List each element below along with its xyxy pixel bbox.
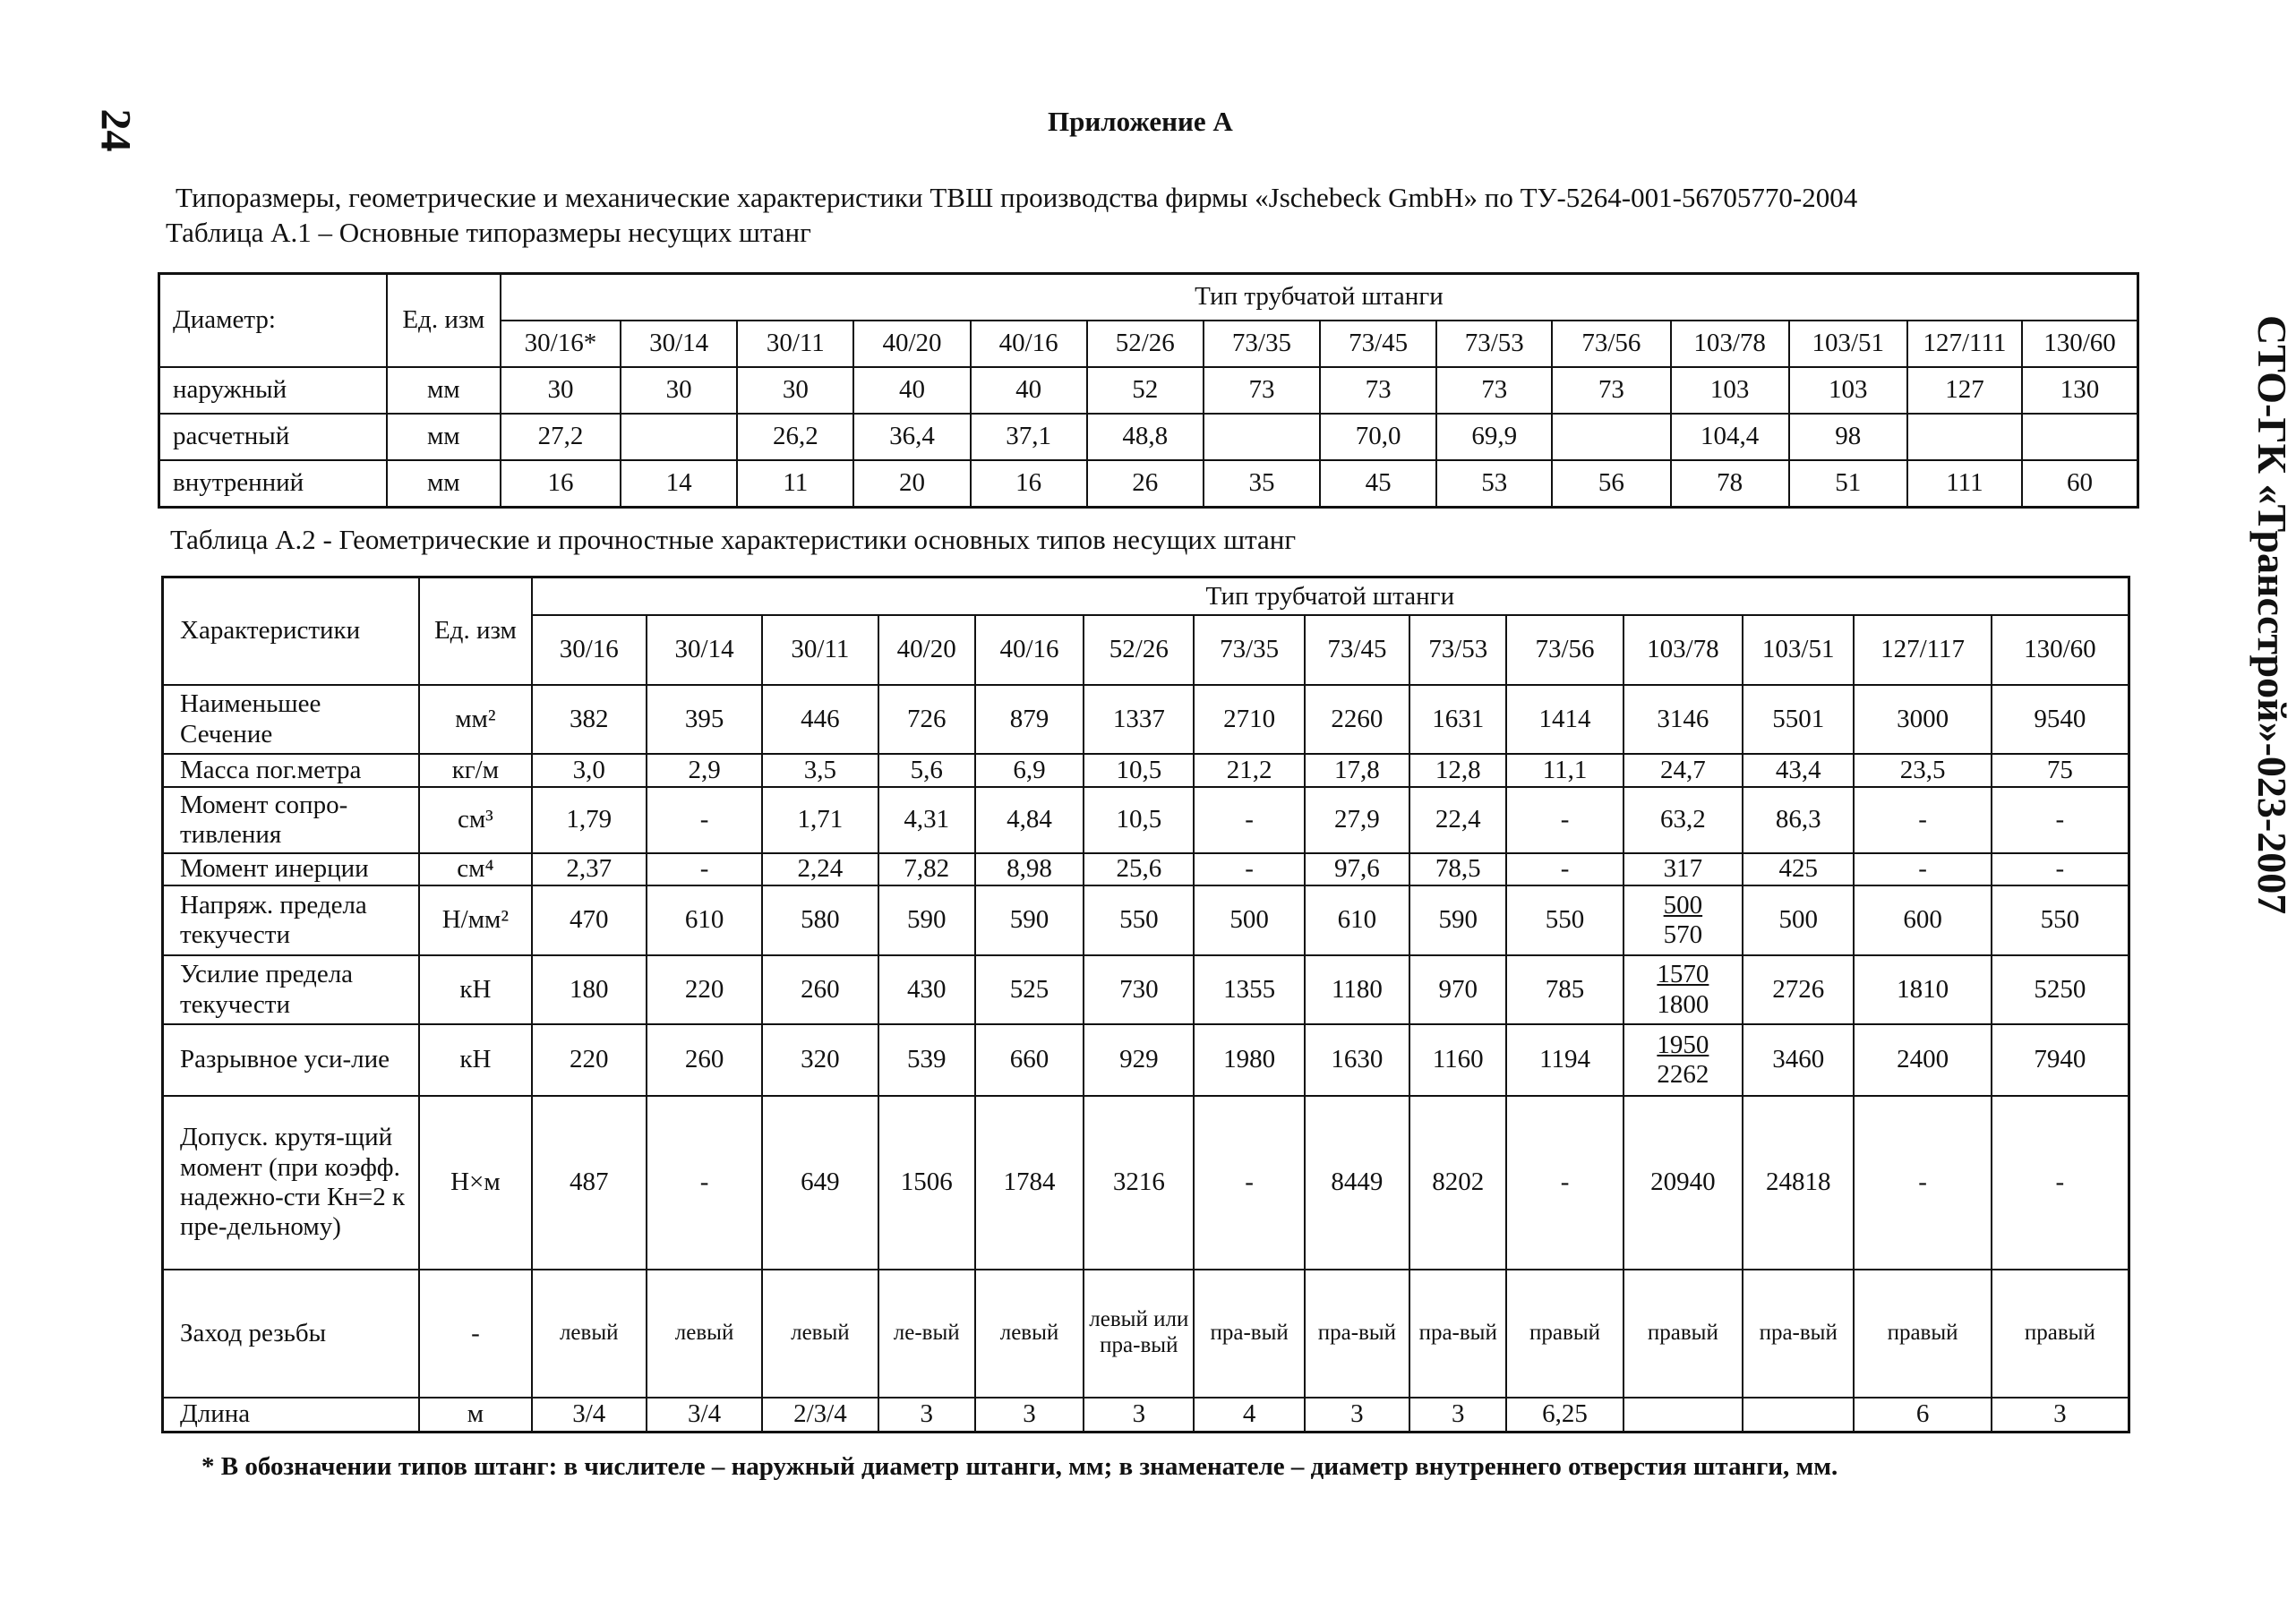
table-cell: пра-вый [1743, 1270, 1854, 1398]
table-cell: 73 [1436, 367, 1552, 414]
table-cell: 1355 [1194, 955, 1304, 1025]
appendix-title: Приложение А [1048, 106, 1233, 137]
table-cell: 4,84 [975, 787, 1084, 852]
type-header: 73/35 [1204, 321, 1320, 367]
table-cell: 3 [1084, 1398, 1194, 1433]
table-cell: 879 [975, 685, 1084, 755]
table-cell: 2710 [1194, 685, 1304, 755]
table-cell: 1,79 [532, 787, 647, 852]
row-label: Момент инерции [163, 853, 420, 886]
table-cell: 26,2 [737, 414, 853, 460]
table-cell: 1160 [1409, 1024, 1506, 1096]
table-cell: пра-вый [1409, 1270, 1506, 1398]
row-label: Напряж. предела текучести [163, 885, 420, 955]
table-cell: 60 [2022, 460, 2138, 508]
table-cell: 127 [1907, 367, 2022, 414]
table2-caption: Таблица А.2 - Геометрические и прочностные характеристики основных типов несущих штанг [170, 524, 1297, 555]
table-cell: 6,9 [975, 754, 1084, 787]
table-cell: 3000 [1854, 685, 1991, 755]
table-cell: 43,4 [1743, 754, 1854, 787]
intro-text: Типоразмеры, геометрические и механические характеристики ТВШ производства фирмы «Jschebeck GmbH» по ТУ-5264-001-56705770-2004 [176, 182, 1858, 213]
table-cell: 3 [975, 1398, 1084, 1433]
table-cell: 3 [878, 1398, 975, 1433]
table2-header-label: Характеристики [163, 577, 420, 685]
row-label: Момент сопро-тивления [163, 787, 420, 852]
table-cell: 470 [532, 885, 647, 955]
table-cell: 7940 [1992, 1024, 2129, 1096]
row-label: Усилие предела текучести [163, 955, 420, 1025]
table-cell: 30 [737, 367, 853, 414]
table-cell: 40 [853, 367, 970, 414]
table-cell: 2/3/4 [762, 1398, 878, 1433]
table-cell: 12,8 [1409, 754, 1506, 787]
table-row [163, 1270, 2129, 1398]
table-cell: 4,31 [878, 787, 975, 852]
table1-unit-header: Ед. изм [387, 274, 501, 368]
table-cell: левый [762, 1270, 878, 1398]
table-cell [1907, 414, 2022, 460]
table-cell: 21,2 [1194, 754, 1304, 787]
row-label: Заход резьбы [163, 1270, 420, 1398]
type-header: 127/111 [1907, 321, 2022, 367]
table-cell [1552, 414, 1670, 460]
row-label: Масса пог.метра [163, 754, 420, 787]
type-header: 103/51 [1743, 615, 1854, 685]
type-header: 73/45 [1305, 615, 1409, 685]
table-cell: - [647, 1096, 762, 1270]
table-row [163, 1096, 2129, 1270]
row-label: Разрывное уси-лие [163, 1024, 420, 1096]
table-cell: 52 [1087, 367, 1204, 414]
type-header: 30/16* [501, 321, 621, 367]
table-cell: 4 [1194, 1398, 1304, 1433]
table-cell: 8449 [1305, 1096, 1409, 1270]
table-cell: 550 [1506, 885, 1623, 955]
table-cell: 3 [1409, 1398, 1506, 1433]
table-cell: - [1194, 853, 1304, 886]
table-cell: 446 [762, 685, 878, 755]
table-cell: 97,6 [1305, 853, 1409, 886]
table-cell: 78,5 [1409, 853, 1506, 886]
table-cell: 970 [1409, 955, 1506, 1025]
table-cell: пра-вый [1194, 1270, 1304, 1398]
table-cell: 9540 [1992, 685, 2129, 755]
table-cell: 26 [1087, 460, 1204, 508]
table-cell: 23,5 [1854, 754, 1991, 787]
table-cell: 929 [1084, 1024, 1194, 1096]
page-number: 24 [91, 108, 140, 152]
table-cell: - [1506, 853, 1623, 886]
table-cell: левый или пра-вый [1084, 1270, 1194, 1398]
row-label: Допуск. крутя-щий момент (при коэфф. надежно-сти Кн=2 к пре-дельному) [163, 1096, 420, 1270]
type-header: 52/26 [1084, 615, 1194, 685]
table-cell: 430 [878, 955, 975, 1025]
table-cell: левый [532, 1270, 647, 1398]
type-header: 40/16 [975, 615, 1084, 685]
table-cell: 5501 [1743, 685, 1854, 755]
table-cell: 590 [975, 885, 1084, 955]
document-code-header: СТО-ГК «Трансстрой»-023-2007 [2249, 315, 2295, 915]
table-cell: 73 [1204, 367, 1320, 414]
table-cell: 1194 [1506, 1024, 1623, 1096]
table-cell: 73 [1320, 367, 1436, 414]
table-cell: 1980 [1194, 1024, 1304, 1096]
table-cell: 395 [647, 685, 762, 755]
table-cell: 600 [1854, 885, 1991, 955]
type-header: 103/51 [1789, 321, 1907, 367]
table-cell: 3/4 [647, 1398, 762, 1433]
table-cell: - [1992, 853, 2129, 886]
table-cell: 3 [1992, 1398, 2129, 1433]
table-cell: 3460 [1743, 1024, 1854, 1096]
type-header: 73/53 [1436, 321, 1552, 367]
table-cell: 317 [1623, 853, 1743, 886]
table-cell: 1631 [1409, 685, 1506, 755]
table-cell: 1337 [1084, 685, 1194, 755]
table-cell: 2260 [1305, 685, 1409, 755]
fraction-numerator: 1570 [1657, 960, 1709, 989]
table-cell: 111 [1907, 460, 2022, 508]
fraction-denominator: 570 [1663, 920, 1703, 950]
table-cell: 27,9 [1305, 787, 1409, 852]
table-cell [1623, 1398, 1743, 1433]
table-cell: 660 [975, 1024, 1084, 1096]
row-unit: кН [419, 955, 531, 1025]
table-cell: правый [1854, 1270, 1991, 1398]
table-cell: 2,24 [762, 853, 878, 886]
table-cell: левый [647, 1270, 762, 1398]
table-cell: 11,1 [1506, 754, 1623, 787]
table-cell: 36,4 [853, 414, 970, 460]
table-cell: 610 [1305, 885, 1409, 955]
table-row [163, 885, 2129, 955]
table-cell: - [1506, 787, 1623, 852]
table-cell: 27,2 [501, 414, 621, 460]
table-cell: 220 [647, 955, 762, 1025]
table-a2 [161, 576, 2130, 1433]
table-cell: 730 [1084, 955, 1194, 1025]
row-unit: мм [387, 367, 501, 414]
table-cell: 726 [878, 685, 975, 755]
fraction-value [1664, 891, 1703, 951]
table-cell: 2,37 [532, 853, 647, 886]
row-unit: мм [387, 460, 501, 508]
row-label: внутренний [159, 460, 387, 508]
table-cell: 1810 [1854, 955, 1991, 1025]
type-header: 40/16 [971, 321, 1087, 367]
type-header: 40/20 [853, 321, 970, 367]
type-header: 30/16 [532, 615, 647, 685]
table-cell: 24,7 [1623, 754, 1743, 787]
table-row [159, 460, 2138, 508]
table-cell: 73 [1552, 367, 1670, 414]
table-cell: 45 [1320, 460, 1436, 508]
table-cell: 24818 [1743, 1096, 1854, 1270]
table-cell: 35 [1204, 460, 1320, 508]
table-cell: 260 [647, 1024, 762, 1096]
table-cell: правый [1623, 1270, 1743, 1398]
table-cell: 17,8 [1305, 754, 1409, 787]
fraction-value [1657, 1031, 1709, 1091]
row-unit: см⁴ [419, 853, 531, 886]
table-cell: 104,4 [1671, 414, 1789, 460]
table-cell: 1630 [1305, 1024, 1409, 1096]
table-cell: 10,5 [1084, 754, 1194, 787]
row-label: Длина [163, 1398, 420, 1433]
table-cell: левый [975, 1270, 1084, 1398]
type-header: 73/53 [1409, 615, 1506, 685]
table-cell: 56 [1552, 460, 1670, 508]
table-cell: 649 [762, 1096, 878, 1270]
table1-caption: Таблица А.1 – Основные типоразмеры несущих штанг [166, 217, 811, 248]
table-row [163, 1398, 2129, 1433]
table-row [163, 685, 2129, 755]
row-label: наружный [159, 367, 387, 414]
table-cell: 30 [501, 367, 621, 414]
table1-header-label: Диаметр: [159, 274, 387, 368]
type-header: 130/60 [2022, 321, 2138, 367]
table-cell: 103 [1789, 367, 1907, 414]
table-cell [1743, 1398, 1854, 1433]
table-cell: 130 [2022, 367, 2138, 414]
table-cell: 2400 [1854, 1024, 1991, 1096]
table-cell: 86,3 [1743, 787, 1854, 852]
row-unit: кН [419, 1024, 531, 1096]
row-label: расчетный [159, 414, 387, 460]
table-row [159, 414, 2138, 460]
type-header: 73/45 [1320, 321, 1436, 367]
type-header: 30/11 [737, 321, 853, 367]
type-header: 30/11 [762, 615, 878, 685]
row-unit: м [419, 1398, 531, 1433]
table-cell: 7,82 [878, 853, 975, 886]
fraction-numerator: 500 [1663, 890, 1703, 919]
table-cell: 5,6 [878, 754, 975, 787]
table-cell: 550 [1084, 885, 1194, 955]
table-cell: - [1506, 1096, 1623, 1270]
table-cell: - [1194, 787, 1304, 852]
fraction-denominator: 1800 [1657, 989, 1709, 1019]
table-cell: 320 [762, 1024, 878, 1096]
table-cell: 63,2 [1623, 787, 1743, 852]
table-cell: 14 [621, 460, 737, 508]
fraction-value [1657, 960, 1709, 1020]
table-cell: 500 [1743, 885, 1854, 955]
table-row [163, 577, 2129, 616]
type-header: 30/14 [647, 615, 762, 685]
table-cell: 25,6 [1084, 853, 1194, 886]
table-row [163, 754, 2129, 787]
type-header: 130/60 [1992, 615, 2129, 685]
table-cell: 425 [1743, 853, 1854, 886]
table-cell: 20940 [1623, 1096, 1743, 1270]
table-cell [1623, 1024, 1743, 1096]
row-unit: кг/м [419, 754, 531, 787]
table-cell: 3,0 [532, 754, 647, 787]
table-cell: 40 [971, 367, 1087, 414]
table-cell: 590 [878, 885, 975, 955]
row-unit: - [419, 1270, 531, 1398]
table-cell: 16 [501, 460, 621, 508]
table-cell: правый [1506, 1270, 1623, 1398]
table-cell: 98 [1789, 414, 1907, 460]
table-cell: 3,5 [762, 754, 878, 787]
type-header: 73/35 [1194, 615, 1304, 685]
table-cell: 3216 [1084, 1096, 1194, 1270]
table-row [163, 853, 2129, 886]
table-cell: 51 [1789, 460, 1907, 508]
table-cell: правый [1992, 1270, 2129, 1398]
fraction-denominator: 2262 [1657, 1060, 1709, 1090]
row-label: Наименьшее Сечение [163, 685, 420, 755]
table-row [159, 274, 2138, 321]
table-cell [1623, 885, 1743, 955]
table-cell: 16 [971, 460, 1087, 508]
type-header: 40/20 [878, 615, 975, 685]
table-cell: 487 [532, 1096, 647, 1270]
table-cell: 3/4 [532, 1398, 647, 1433]
table-cell [1204, 414, 1320, 460]
table-a1 [158, 272, 2139, 509]
table-cell: 78 [1671, 460, 1789, 508]
table-row [163, 1024, 2129, 1096]
row-unit: мм [387, 414, 501, 460]
table-cell: 48,8 [1087, 414, 1204, 460]
footnote: * В обозначении типов штанг: в числителе – наружный диаметр штанги, мм; в знаменателе – диаметр внутреннего отверстия штанги, мм. [201, 1452, 1838, 1481]
table2-unit-header: Ед. изм [419, 577, 531, 685]
table-row [163, 787, 2129, 852]
table-cell: 70,0 [1320, 414, 1436, 460]
table-cell: 3146 [1623, 685, 1743, 755]
table-cell: - [1992, 1096, 2129, 1270]
table-cell: 37,1 [971, 414, 1087, 460]
table-cell: пра-вый [1305, 1270, 1409, 1398]
table-cell: 610 [647, 885, 762, 955]
row-unit: мм² [419, 685, 531, 755]
table-cell: 590 [1409, 885, 1506, 955]
table-cell: 180 [532, 955, 647, 1025]
type-header: 73/56 [1506, 615, 1623, 685]
table2-group-header: Тип трубчатой штанги [532, 577, 2129, 616]
table-cell: 220 [532, 1024, 647, 1096]
table-row [163, 955, 2129, 1025]
table-cell: 1414 [1506, 685, 1623, 755]
table-cell: 6 [1854, 1398, 1991, 1433]
type-header: 30/14 [621, 321, 737, 367]
table-cell: 1784 [975, 1096, 1084, 1270]
table-cell: 6,25 [1506, 1398, 1623, 1433]
table-cell: 1180 [1305, 955, 1409, 1025]
table-cell: - [1854, 787, 1991, 852]
table-cell: 20 [853, 460, 970, 508]
table-cell: - [1194, 1096, 1304, 1270]
table-cell: 22,4 [1409, 787, 1506, 852]
table-cell: ле-вый [878, 1270, 975, 1398]
table-cell: 69,9 [1436, 414, 1552, 460]
row-unit: Н/мм² [419, 885, 531, 955]
table-cell: 550 [1992, 885, 2129, 955]
type-header: 52/26 [1087, 321, 1204, 367]
table-cell: 75 [1992, 754, 2129, 787]
table-cell: 382 [532, 685, 647, 755]
table-cell: 580 [762, 885, 878, 955]
type-header: 127/117 [1854, 615, 1991, 685]
table-cell: - [1992, 787, 2129, 852]
table-cell: - [1854, 853, 1991, 886]
table-cell: 1506 [878, 1096, 975, 1270]
fraction-numerator: 1950 [1657, 1030, 1709, 1059]
table-cell: 11 [737, 460, 853, 508]
table-cell: 1,71 [762, 787, 878, 852]
row-unit: см³ [419, 787, 531, 852]
table-row [159, 367, 2138, 414]
table-cell: 53 [1436, 460, 1552, 508]
table-cell: 2726 [1743, 955, 1854, 1025]
table-cell: 3 [1305, 1398, 1409, 1433]
table-cell: - [647, 853, 762, 886]
table-cell: 30 [621, 367, 737, 414]
type-header: 73/56 [1552, 321, 1670, 367]
table-cell: 103 [1671, 367, 1789, 414]
table-cell [2022, 414, 2138, 460]
type-header: 103/78 [1623, 615, 1743, 685]
table-cell: 525 [975, 955, 1084, 1025]
table-cell [621, 414, 737, 460]
table-cell [1623, 955, 1743, 1025]
table1-group-header: Тип трубчатой штанги [501, 274, 2138, 321]
table-cell: 785 [1506, 955, 1623, 1025]
table-cell: - [1854, 1096, 1991, 1270]
table-cell: 2,9 [647, 754, 762, 787]
table-cell: - [647, 787, 762, 852]
table-cell: 10,5 [1084, 787, 1194, 852]
row-unit: Н×м [419, 1096, 531, 1270]
table-cell: 539 [878, 1024, 975, 1096]
table-cell: 5250 [1992, 955, 2129, 1025]
table-cell: 500 [1194, 885, 1304, 955]
table-cell: 260 [762, 955, 878, 1025]
table-cell: 8202 [1409, 1096, 1506, 1270]
table-cell: 8,98 [975, 853, 1084, 886]
type-header: 103/78 [1671, 321, 1789, 367]
